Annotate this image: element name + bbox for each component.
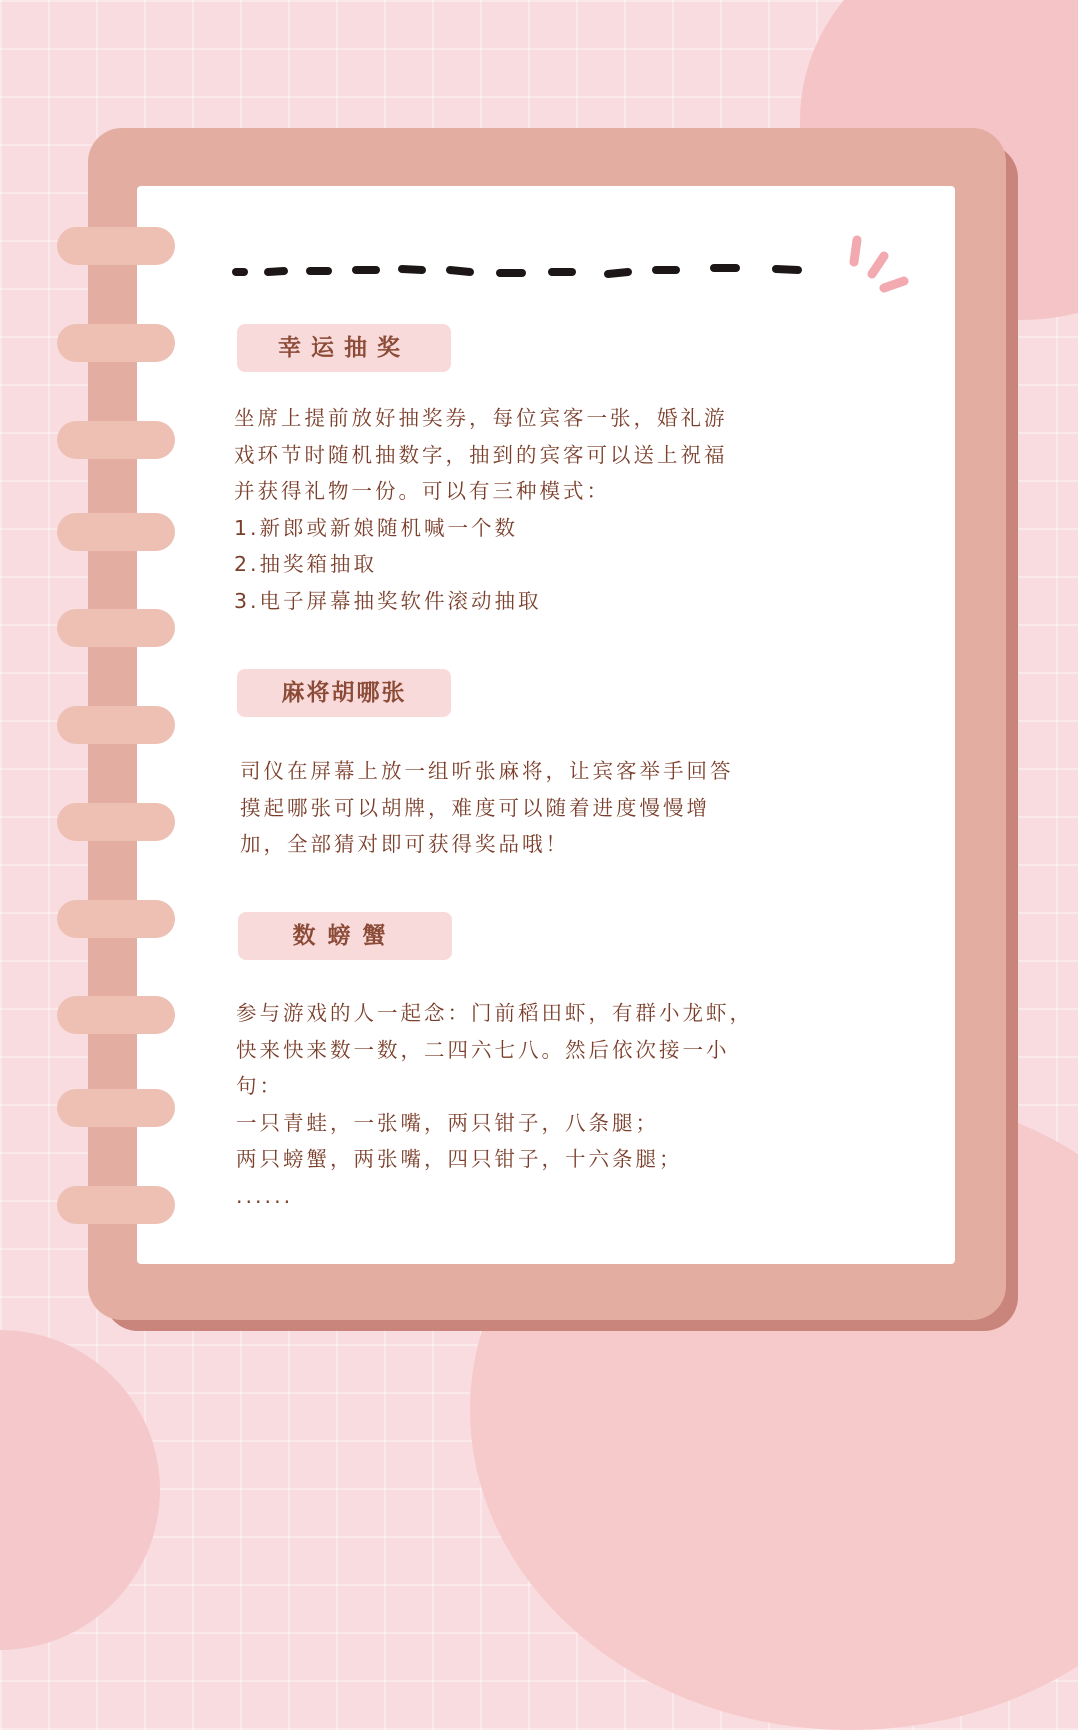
body-line: ......: [236, 1183, 294, 1208]
spiral-ring: [57, 513, 175, 551]
spiral-ring: [57, 1186, 175, 1224]
body-line: 句：: [236, 1074, 283, 1098]
spiral-ring: [57, 227, 175, 265]
section-title-mahjong: 麻将胡哪张: [237, 669, 451, 717]
body-line: 两只螃蟹，两张嘴，四只钳子，十六条腿；: [236, 1147, 683, 1171]
body-line: 加，全部猜对即可获得奖品哦！: [240, 832, 569, 856]
section-title-lucky-draw: 幸运抽奖: [237, 324, 451, 372]
sparkle-icon: [840, 230, 915, 300]
dashed-line: [230, 258, 810, 288]
spiral-ring: [57, 706, 175, 744]
body-line: 3.电子屏幕抽奖软件滚动抽取: [234, 588, 542, 613]
spiral-ring: [57, 324, 175, 362]
body-line: 坐席上提前放好抽奖券，每位宾客一张，婚礼游: [234, 406, 728, 430]
body-line: 摸起哪张可以胡牌，难度可以随着进度慢慢增: [240, 795, 710, 820]
spiral-ring: [57, 900, 175, 938]
body-line: 一只青蛙，一张嘴，两只钳子，八条腿；: [236, 1110, 659, 1135]
spiral-ring: [57, 996, 175, 1034]
section-title-count-crabs: 数螃蟹: [238, 912, 452, 960]
body-line: 戏环节时随机抽数字，抽到的宾客可以送上祝福: [234, 442, 728, 467]
body-line: 并获得礼物一份。可以有三种模式：: [234, 479, 610, 503]
spiral-ring: [57, 609, 175, 647]
spiral-ring: [57, 421, 175, 459]
section-body-lucky-draw: [234, 400, 728, 619]
spiral-ring: [57, 1089, 175, 1127]
section-body-count-crabs: [236, 995, 753, 1214]
body-line: 参与游戏的人一起念：门前稻田虾，有群小龙虾，: [236, 1001, 753, 1025]
background-blob: [0, 1330, 160, 1650]
section-body-mahjong: [240, 753, 734, 863]
body-line: 司仪在屏幕上放一组听张麻将，让宾客举手回答: [240, 759, 734, 783]
spiral-ring: [57, 803, 175, 841]
body-line: 1.新郎或新娘随机喊一个数: [234, 515, 519, 540]
body-line: 快来快来数一数，二四六七八。然后依次接一小: [236, 1037, 730, 1062]
body-line: 2.抽奖箱抽取: [234, 552, 378, 576]
